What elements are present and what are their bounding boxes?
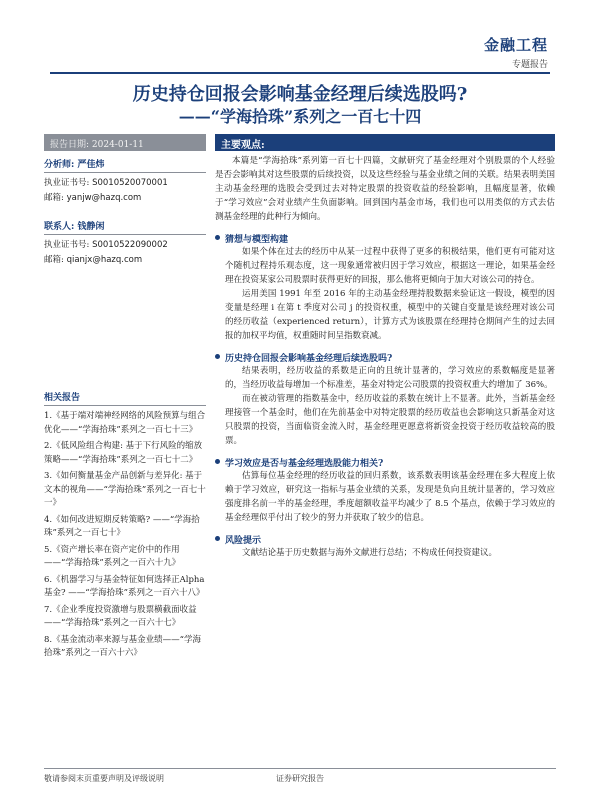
section-paragraph: 结果表明，经历收益的系数是正向的且统计显著的，学习效应的系数幅度是显著的，当经历收益每增加一个标准差，基金对特定公司股票的投资权重大约增加了 36%。 (225, 366, 555, 390)
related-reports-list (44, 410, 206, 661)
page-title: 历史持仓回报会影响基金经理后续选股吗? (132, 84, 468, 105)
contact-email-value[interactable]: qianjx@hazq.com (66, 255, 143, 265)
contact-email (44, 253, 206, 265)
report-date: 报告日期: 2024-01-11 (44, 134, 206, 151)
related-report-item[interactable]: 6.《机器学习与基金特征如何选择正Alpha 基金? ——“学海拾珠”系列之一百六十八》 (44, 574, 205, 598)
analyst-cert-key: 执业证书号: (44, 178, 90, 188)
section-paragraph: 运用美国 1991 年至 2016 年的主动基金经理持股数据来验证这一假设，模型的因变量是经理 i 在第 t 季度对公司 j 的投资权重，模型中的关键自变量是该经理对该公司的经历收益（experienced return），计算方式为该股票在经理持仓期间产生的过去回报的加权平均值，权重随时间呈指数衰减。 (225, 289, 555, 341)
related-reports (44, 390, 206, 664)
section-paragraph: 而在被动管理的指数基金中，经历收益的系数在统计上不显著。此外，当新基金经理接管一个基金时，他们在先前基金中对特定股票的经历收益也会影响这只新基金对这只股票的投资，当面临资金流入时，基金经理更愿意将新资金投资于经历收益较高的股票。 (225, 394, 555, 446)
header-subtitle: 专题报告 (511, 60, 548, 70)
section-heading: 历史持仓回报会影响基金经理后续选股吗? (215, 351, 555, 364)
page-subtitle: ——“学海拾珠”系列之一百七十四 (178, 107, 422, 126)
related-report-item[interactable]: 1.《基于端对端神经网络的风险预算与组合优化——“学海拾珠”系列之一百七十三》 (44, 411, 206, 435)
footer-report-type: 证券研究报告 (276, 774, 324, 783)
analyst-email-key: 邮箱: (44, 193, 64, 203)
header-brand: 金融工程 (483, 36, 548, 54)
analyst-email (44, 191, 206, 203)
summary-paragraph: 本篇是“学海拾珠”系列第一百七十四篇，文献研究了基金经理对个别股票的个人经验是否会影响其对这些股票的后续投资，以及这些经验与基金业绩之间的关联。结果表明美国主动基金经理的选股会受到过去对特定股票的投资收益的经验影响，且幅度显著，依赖于“学习效应”会对业绩产生负面影响。回到国内基金市场，我们也可以用类似的方式去估测基金经理的此种行为倾向。 (215, 156, 556, 222)
analyst-cert (44, 176, 206, 188)
viewpoint-heading: 主要观点: (215, 134, 555, 151)
section-paragraph: 估算每位基金经理的经历收益的回归系数，该系数表明该基金经理在多大程度上依赖于学习效应，研究这一指标与基金业绩的关系，发现是负向且统计显著的，学习效应强度排名前一半的基金经理，季度超额收益平均减少了 8.5 个基点，依赖于学习效应的基金经理似乎付出了较少的努力并获取了较少的信息。 (225, 471, 555, 523)
related-report-item[interactable]: 3.《如何衡量基金产品创新与差异化: 基于文本的视角——“学海拾珠”系列之一百七十一》 (44, 471, 206, 508)
related-report-item[interactable]: 7.《企业季度投资激增与股票横截面收益——“学海拾珠”系列之一百六十七》 (44, 604, 197, 628)
footer-disclaimer: 敬请参阅末页重要声明及评级说明 (44, 774, 164, 783)
related-reports-title: 相关报告 (44, 390, 206, 406)
section-paragraph: 文献结论基于历史数据与海外文献进行总结；不构成任何投资建议。 (242, 548, 498, 558)
contact-cert (44, 238, 206, 250)
analyst-label: 分析师: 严佳炜 (44, 157, 206, 173)
related-report-item[interactable]: 5.《资产增长率在资产定价中的作用——“学海拾珠”系列之一百六十九》 (44, 544, 181, 568)
related-report-item[interactable]: 4.《如何改进短期反转策略? ——“学海拾珠”系列之一百七十》 (44, 514, 200, 538)
contact-cert-key: 执业证书号: (44, 240, 90, 250)
header-rule (50, 72, 550, 74)
analyst-cert-value: S0010520070001 (92, 178, 168, 188)
section-heading: 猜想与模型构建 (215, 232, 555, 245)
section-heading: 学习效应是否与基金经理选股能力相关? (215, 456, 555, 469)
main-column (215, 134, 555, 560)
contact-label: 联系人: 钱静闲 (44, 219, 206, 235)
analyst-email-value[interactable]: yanjw@hazq.com (66, 193, 142, 203)
footer-rule (44, 768, 556, 769)
contact-email-key: 邮箱: (44, 255, 64, 265)
related-report-item[interactable]: 2.《低风险组合构建: 基于下行风险的缩放策略——“学海拾珠”系列之一百七十二》 (44, 441, 203, 465)
related-report-item[interactable]: 8.《基金流动率来源与基金业绩——“学海拾珠”系列之一百六十六》 (44, 634, 201, 658)
section-heading: 风险提示 (215, 533, 555, 546)
section-paragraph: 如果个体在过去的经历中从某一过程中获得了更多的积极结果，他们更有可能对这个随机过程持乐观态度，这一现象通常被归因于学习效应，根据这一理论，如果基金经理在投资某家公司股票时获得更好的回报，那么他将更倾向于加大对该公司的持仓。 (225, 247, 555, 285)
contact-cert-value: S0010522090002 (92, 240, 168, 250)
left-column (44, 134, 206, 265)
